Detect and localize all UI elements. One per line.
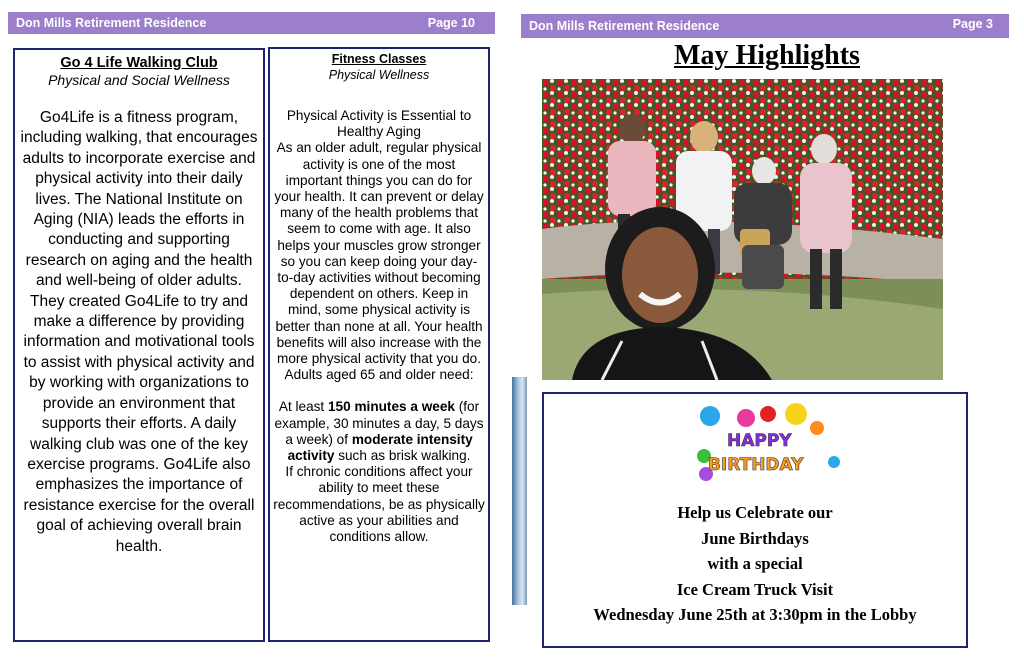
rec-bold-2: moderate intensity activity bbox=[287, 431, 473, 464]
happy-birthday-graphic bbox=[694, 402, 844, 482]
fitness-paragraph: As an older adult, regular physical activity is one of the most important things you can do for your health. It can prevent or delay many of the health problems that seem to come with age. It also helps your muscles grow stronger so you can keep doing your day-to-day activities without becoming dependent on others. Keep in mind, some physical activity is better than none at all. Your health benefits will also increase with the more physical activity that you do. Adults aged 65 and older need: bbox=[274, 140, 484, 383]
right-page-header bbox=[521, 14, 1009, 38]
fitness-heading: Physical Activity is Essential to Healthy Aging bbox=[286, 108, 472, 140]
right-header-residence: Don Mills Retirement Residence bbox=[529, 19, 720, 33]
rec-text-1: At least bbox=[278, 399, 328, 415]
fitness-footer: If chronic conditions affect your ability to meet these recommendations, be as physically active as your abilities and conditions allow. bbox=[273, 464, 485, 545]
fitness-recommendation bbox=[273, 399, 485, 464]
rec-text-2: (for example, 30 minutes a day, 5 days a week) of bbox=[274, 399, 484, 447]
fitness-subtitle: Physical Wellness bbox=[328, 68, 430, 82]
may-highlights-title: May Highlights bbox=[674, 40, 860, 71]
go4life-article bbox=[13, 48, 265, 642]
rec-text-3: such as brisk walking. bbox=[334, 448, 471, 464]
go4life-title: Go 4 Life Walking Club bbox=[60, 55, 218, 71]
birthday-announcement bbox=[542, 392, 968, 648]
fitness-article bbox=[268, 47, 490, 642]
graphic-text-birthday: BIRTHDAY bbox=[708, 455, 804, 475]
balloons-icon bbox=[694, 402, 844, 482]
birthday-message bbox=[544, 500, 966, 628]
photo-illustration bbox=[542, 79, 943, 380]
birthday-line-5: Wednesday June 25th at 3:30pm in the Lobby bbox=[593, 605, 917, 624]
birthday-line-3: with a special bbox=[707, 554, 803, 573]
birthday-line-4: Ice Cream Truck Visit bbox=[676, 579, 834, 599]
left-header-page-number: Page 10 bbox=[427, 16, 475, 30]
left-page-header bbox=[8, 12, 495, 34]
graphic-text-happy: HAPPY bbox=[727, 431, 792, 451]
left-header-residence: Don Mills Retirement Residence bbox=[16, 16, 207, 30]
go4life-body: Go4Life is a fitness program, including walking, that encourages adults to incorporate exercise and physical activity into their daily lives. The National Institute on Aging (NIA) leads the efforts in conducting and supporting research on aging and the health and well-being of older adults. They created Go4Life to try and make a difference by providing information and motivational tools to assist with physical activity and by working with organizations to provide an environment that supports their efforts. A daily walking club was one of the key exercise programs. Go4Life also emphasizes the importance of resistance exercise for the overall goal of achieving overall brain health. bbox=[20, 109, 258, 555]
adjacent-image-edge bbox=[512, 377, 527, 605]
birthday-line-2: June Birthdays bbox=[701, 528, 809, 548]
go4life-subtitle: Physical and Social Wellness bbox=[48, 72, 230, 88]
spacer bbox=[273, 383, 485, 399]
right-header-page-number: Page 3 bbox=[952, 17, 993, 31]
fitness-title: Fitness Classes bbox=[331, 52, 427, 66]
birthday-line-1: Help us Celebrate our bbox=[677, 503, 833, 522]
rec-bold-1: 150 minutes a week bbox=[328, 399, 455, 415]
residents-tulip-photo bbox=[542, 79, 943, 380]
fitness-body bbox=[273, 108, 485, 545]
